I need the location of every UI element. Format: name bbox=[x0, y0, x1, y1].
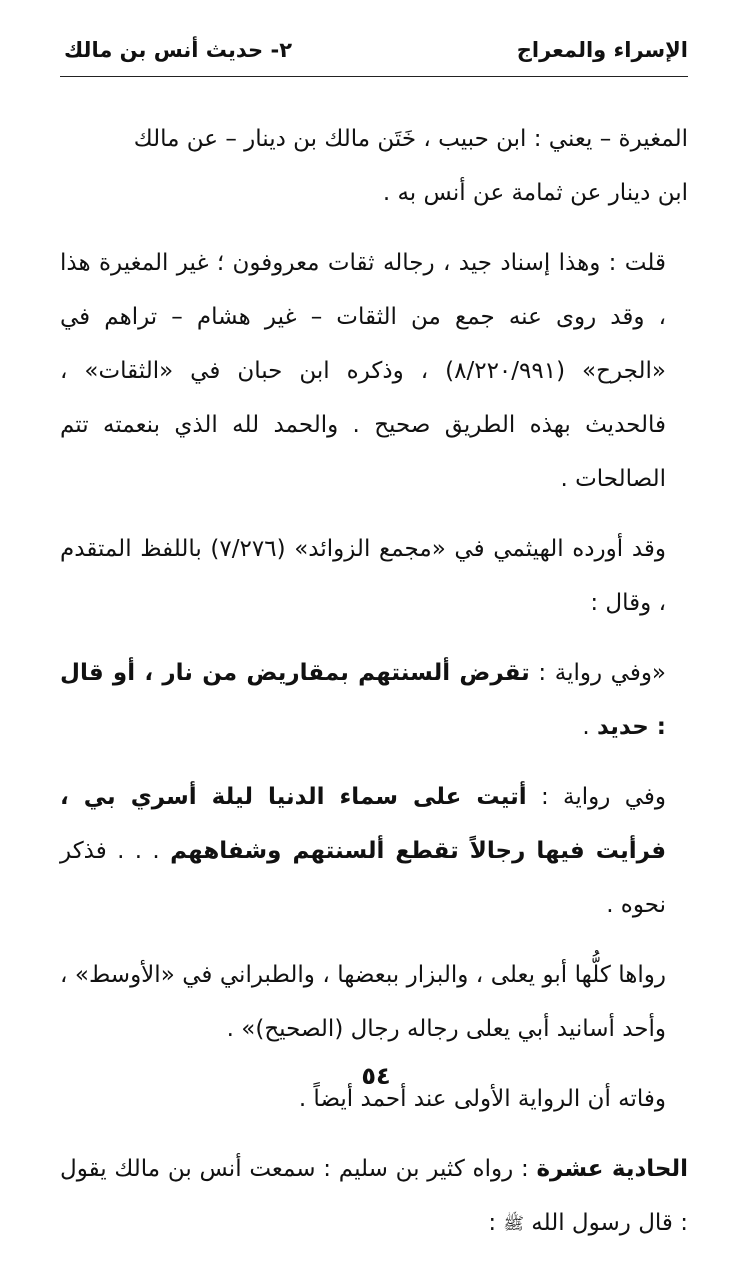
paragraph-8-rest: : رواه كثير بن سليم : سمعت أنس بن مالك يقول : قال رسول الله bbox=[60, 1156, 688, 1236]
paragraph-4-prefix: «وفي رواية : bbox=[529, 660, 666, 686]
paragraph-2: قلت : وهذا إسناد جيد ، رجاله ثقات معروفون ؛ غير المغيرة هذا ، وقد روى عنه جمع من الثقات – غير هشام – تراهم في «الجرح» (٨/٢٢٠/٩٩١) ، وذكره ابن حبان في «الثقات» ، فالحديث بهذه الطريق صحيح . والحمد لله الذي بنعمته تتم الصالحات . bbox=[60, 250, 666, 492]
paragraph-7: وفاته أن الرواية الأولى عند أحمد أيضاً . bbox=[298, 1086, 666, 1112]
salawat-seal-icon: ﷺ bbox=[503, 1213, 524, 1234]
page-body bbox=[60, 112, 688, 1267]
paragraph-5 bbox=[60, 770, 688, 932]
paragraph-8 bbox=[60, 1142, 688, 1251]
paragraph-5-bold: أتيت على سماء الدنيا ليلة أسري بي ، فرأيت فيها رجالاً تقطع ألسنتهم وشفاههم bbox=[60, 784, 666, 864]
paragraph-4 bbox=[60, 646, 688, 754]
chapter-title: الإسراء والمعراج bbox=[516, 38, 688, 62]
paragraph-1-line-2: ابن دينار عن ثمامة عن أنس به . bbox=[382, 180, 688, 206]
page-number: ٥٤ bbox=[361, 1062, 391, 1090]
paragraph-6: رواها كلُّها أبو يعلى ، والبزار ببعضها ، والطبراني في «الأوسط» ، وأحد أسانيد أبي يعلى رجاله رجال (الصحيح)» . bbox=[60, 962, 666, 1042]
paragraph-8-end: : bbox=[488, 1210, 504, 1236]
running-header bbox=[60, 30, 688, 77]
paragraph-4-suffix: . bbox=[582, 714, 597, 740]
paragraph-1 bbox=[60, 112, 688, 220]
paragraph-3: وقد أورده الهيثمي في «مجمع الزوائد» (٧/٢٧٦) باللفظ المتقدم ، وقال : bbox=[60, 536, 666, 616]
paragraph-8-bold: الحادية عشرة bbox=[536, 1156, 688, 1182]
paragraph-5-prefix: وفي رواية : bbox=[526, 784, 666, 810]
paragraph-5-suffix: . . . فذكر نحوه . bbox=[60, 838, 666, 918]
paragraph-1-line-1: المغيرة – يعني : ابن حبيب ، خَتَن مالك بن دينار – عن مالك bbox=[133, 126, 688, 152]
paragraph-4-bold: تقرض ألسنتهم بمقاريض من نار ، أو قال : حديد bbox=[60, 660, 666, 740]
section-title: ٢- حديث أنس بن مالك bbox=[64, 38, 293, 62]
